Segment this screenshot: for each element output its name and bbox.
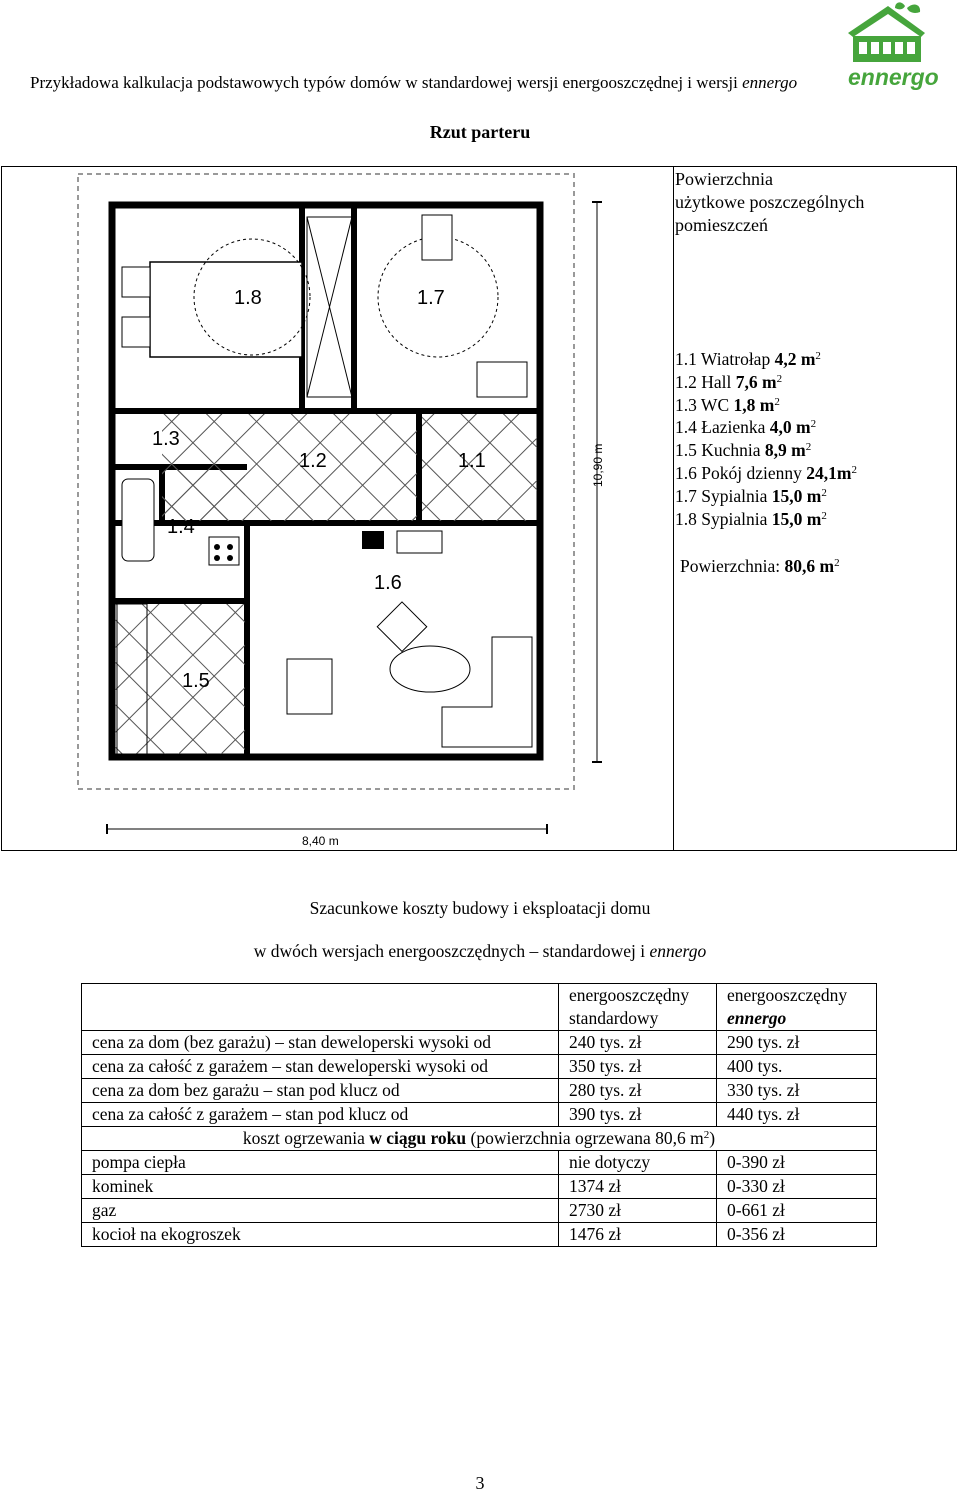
frame-divider: [673, 166, 674, 851]
heating-title: koszt ogrzewania w ciągu roku (powierzchnia ogrzewana 80,6 $m^2$): [82, 1127, 877, 1151]
room-label-1-4: 1.4: [167, 516, 195, 538]
plan-title: Rzut parteru: [429, 122, 531, 142]
area-heading: [675, 168, 915, 237]
value-standard: 240 tys. zł: [559, 1031, 717, 1055]
value-standard: nie dotyczy: [559, 1151, 717, 1175]
page-number: 3: [475, 1473, 485, 1493]
costs-table: [81, 983, 877, 1247]
coffee-table: [390, 646, 470, 692]
dimension-height: 10,90 m: [591, 443, 605, 487]
kitchen-floor: [115, 604, 245, 754]
value-ennergo: 0-330 zł: [717, 1175, 877, 1199]
value-ennergo: 290 tys. zł: [717, 1031, 877, 1055]
table-row: [82, 1103, 877, 1127]
table-header-row: [82, 984, 877, 1031]
heating-title-row: [82, 1127, 877, 1151]
area-heading-line: użytkowe poszczególnych: [675, 192, 865, 212]
value-standard: 350 tys. zł: [559, 1055, 717, 1079]
value-ennergo: 440 tys. zł: [717, 1103, 877, 1127]
row-label: cena za dom bez garażu – stan pod klucz od: [82, 1079, 559, 1103]
room-label-1-8: 1.8: [234, 287, 262, 309]
room-label-1-5: 1.5: [182, 670, 210, 692]
area-heading-line: pomieszczeń: [675, 215, 768, 235]
value-standard: 1476 zł: [559, 1223, 717, 1247]
row-label: cena za całość z garażem – stan deweloperski wysoki od: [82, 1055, 559, 1079]
room-item: 1.4 Łazienka 4,0 $m^2$: [675, 417, 817, 438]
document-header: [30, 73, 797, 93]
row-label: pompa ciepła: [82, 1151, 559, 1175]
table-header-standard: energooszczędny standardowy: [559, 984, 717, 1031]
value-ennergo: 0-390 zł: [717, 1151, 877, 1175]
room-item: 1.7 Sypialnia 15,0 $m^2$: [675, 485, 827, 506]
room-item: 1.1 Wiatrołap 4,2 $m^2$: [675, 349, 821, 369]
value-ennergo: 0-356 zł: [717, 1223, 877, 1247]
room-item: 1.8 Sypialnia 15,0 $m^2$: [675, 508, 827, 529]
value-standard: 390 tys. zł: [559, 1103, 717, 1127]
bed-1-8: [150, 262, 302, 357]
room-item: 1.5 Kuchnia 8,9 $m^2$: [675, 440, 812, 461]
room-item: 1.3 WC 1,8 $m^2$: [675, 394, 780, 415]
table-header-ennergo: energooszczędny ennergo: [717, 984, 877, 1031]
floor-plan-drawing: [2, 167, 672, 849]
value-ennergo: 400 tys.: [717, 1055, 877, 1079]
room-label-1-1: 1.1: [458, 450, 486, 472]
total-area: Powierzchnia: 80,6 $m^2$: [680, 556, 840, 576]
room-label-1-7: 1.7: [417, 287, 445, 309]
row-label: kocioł na ekogroszek: [82, 1223, 559, 1247]
costs-title: Szacunkowe koszty budowy i eksploatacji domu: [309, 898, 651, 918]
row-label: gaz: [82, 1199, 559, 1223]
header-brand: ennergo: [742, 73, 798, 92]
costs-subtitle: w dwóch wersjach energooszczędnych – standardowej i ennergo: [253, 941, 707, 961]
room-list: [675, 348, 857, 530]
room-item: 1.2 Hall 7,6 $m^2$: [675, 371, 783, 392]
dining-table: [287, 659, 332, 714]
bath-floor: [162, 470, 245, 521]
bathtub: [122, 479, 154, 561]
table-row: [82, 1223, 877, 1247]
room-item: 1.6 Pokój dzienny $24,1m^2$: [675, 462, 857, 483]
row-label: cena za całość z garażem – stan pod klucz od: [82, 1103, 559, 1127]
table-row: [82, 1199, 877, 1223]
table-row: [82, 1151, 877, 1175]
value-ennergo: 330 tys. zł: [717, 1079, 877, 1103]
value-ennergo: 0-661 zł: [717, 1199, 877, 1223]
room-label-1-2: 1.2: [299, 450, 327, 472]
table-row: [82, 1031, 877, 1055]
table-row: [82, 1055, 877, 1079]
value-standard: 1374 zł: [559, 1175, 717, 1199]
header-text: Przykładowa kalkulacja podstawowych typów domów w standardowej wersji energooszczędnej i wersji: [30, 73, 738, 92]
table-row: [82, 1175, 877, 1199]
room-label-1-3: 1.3: [152, 428, 180, 450]
room-label-1-6: 1.6: [374, 572, 402, 594]
value-standard: 2730 zł: [559, 1199, 717, 1223]
dimension-width: 8,40 m: [302, 834, 339, 848]
value-standard: 280 tys. zł: [559, 1079, 717, 1103]
row-label: cena za dom (bez garażu) – stan deweloperski wysoki od: [82, 1031, 559, 1055]
area-heading-line: Powierzchnia: [675, 169, 773, 189]
table-row: [82, 1079, 877, 1103]
logo-wordmark: ennergo: [848, 64, 939, 90]
table-cell: [82, 984, 559, 1031]
row-label: kominek: [82, 1175, 559, 1199]
